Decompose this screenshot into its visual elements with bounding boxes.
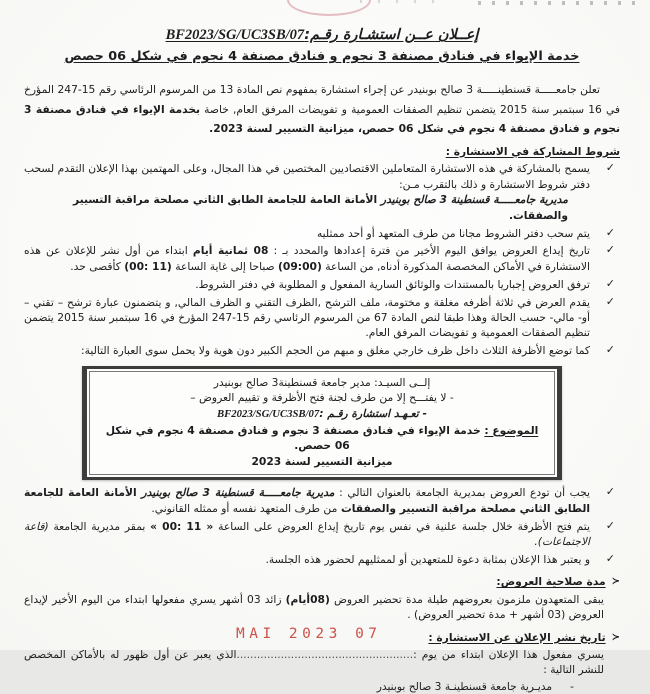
envelope-label-line (98, 390, 546, 406)
text-run: يقدم العرض في ثلاثة أظرفه مغلقة و مختومة، ملف الترشح ,الظرف التقني و الظرف المالي, و يتضمنون عبارة ترشح – تقني – أو- مالي- حسب الحالة وهذا طبقا لنص المادة 67 من المرسوم الرئاسي رقم 15-247 المؤرخ في 16 سبتمبر سنة 2015 يتضمن تنظيم الصفقات العمومية و تفويضات المرفق العام. (24, 295, 590, 340)
text-run: يسري مفعول هذا الإعلان ابتداء من يوم : (413, 648, 604, 661)
checkmark-icon: ✓ (605, 485, 615, 499)
participation-conditions-list (24, 161, 620, 358)
condition-text (24, 277, 590, 292)
text-run: يسمح بالمشاركة في هذه الاستشارة المتعاملين الاقتصاديين المختصين في هذا المجال، وعلى المهتمين بهذا الإعلان التقدم لسحب دفتر شروط الاستشارة و ذلك بالتقرب مـن: (24, 162, 590, 191)
text-run: مديرية جامعـــــة قسنطينة 3 صالح بوبنيدر (136, 486, 335, 500)
text-run: .................................................... (236, 648, 414, 661)
condition-list-item (24, 485, 620, 516)
title-arabic: إعــلان عــن استشـارة رقـم: (304, 27, 479, 43)
text-run: كما توضع الأظرفة الثلاث داخل ظرف خارجي مغلق و مبهم من الحجم الكبير دون هوية ولا يحمل سوى العبارة التالية: (81, 344, 590, 358)
condition-text (24, 243, 590, 274)
checkmark-icon: ✓ (605, 243, 615, 257)
condition-list-item (24, 552, 620, 567)
text-run: - لا يفتـــح إلا من طرف لجنة فتح الأظرفة و تقييم العروض – (190, 391, 454, 405)
announcement-title (24, 26, 620, 44)
envelope-label-line (98, 406, 546, 423)
text-run: (08أيام) (285, 592, 330, 606)
text-run: - تعـهـد استشارة رقـم : (319, 406, 427, 420)
condition-text (24, 343, 590, 358)
text-run: 08 ثمانية أيام (192, 244, 269, 258)
text-run: بخدمة الإيواء في فنادق مصنفة 3 نجوم و فنادق مصنفة 4 نجوم في شكل 06 حصص، ميزانية التسيير لسنة 2023. (24, 102, 620, 135)
text-run: تعلن جامعـــــة قسنطينـــــة 3 صالح بوبنيدر عن إجراء استشارة بمفهوم نص المادة 13 من المرسوم الرئاسي رقم 15-247 المؤرخ في 16 سبتمبر سنة 2015 يتضمن تنظيم الصفقات العمومية و تفويضات المرفق العام, خاصة (24, 83, 621, 116)
validity-paragraph (24, 592, 620, 623)
text-run: (09:00) (278, 259, 322, 273)
condition-list-item (24, 343, 620, 358)
text-run: و يعتبر هذا الإعلان بمثابة دعوة للمتعهدين أو لممثليهم لحضور هذه الجلسة. (265, 552, 590, 566)
condition-list-item (24, 519, 620, 550)
text-run: الطابق الثاني مصلحة (476, 501, 590, 515)
checkmark-icon: ✓ (605, 343, 615, 357)
text-run: صباحا إلى غاية الساعة (171, 259, 279, 273)
address-sub-line (24, 192, 590, 223)
text-run: تاريخ إيداع العروض يوافق اليوم الأخير من فترة إعدادها والمحدد بـ : (268, 244, 590, 258)
deposit-conditions-list (24, 485, 620, 567)
condition-list-item (24, 295, 620, 341)
participation-section-heading: شروط المشاركة في الاستشارة : (445, 144, 620, 158)
checkmark-icon: ✓ (605, 294, 615, 308)
announcement-subtitle: خدمة الإيواء في فنادق مصنفة 3 نجوم و فنادق مصنفة 4 نجوم في شكل 06 حصص (64, 49, 580, 64)
condition-text (24, 519, 590, 550)
text-run: BF2023/SG/UC3SB/07 (217, 407, 320, 420)
validity-section (24, 574, 620, 622)
condition-text (24, 485, 590, 516)
text-run: إلــى السيـد: مدير جامعة قسنطينة3 صالح بوبنيدر (213, 375, 431, 389)
text-run: ابتداء من أول نشر للإعلان عن هذه الاستشارة في الأماكن المخصصة المذكورة أدناه, من الساعة (24, 244, 590, 273)
condition-list-item (24, 226, 620, 241)
checkmark-icon: ✓ (605, 518, 615, 532)
consultation-reference: BF2023/SG/UC3SB/07 (165, 27, 305, 43)
text-run: من طرف المتعهد نفسه أو ممثله القانوني. (151, 501, 338, 515)
text-run: (قاعة الاجتماعات). (24, 519, 590, 549)
publication-heading: تاريخ نشر الإعلان عن الاستشارة : (428, 630, 606, 644)
text-run: زائد 03 أشهر يسري مفعولها ابتداء من اليوم الأخير لإيداع العروض (03 أشهر + مدة تحضير العروض) . (24, 592, 604, 622)
condition-list-item (24, 277, 620, 292)
envelope-label-line (98, 454, 546, 470)
condition-text (24, 295, 590, 341)
scan-artifact-marks (360, 0, 450, 3)
condition-text (24, 161, 590, 223)
condition-list-item (24, 161, 620, 223)
checkmark-icon: ✓ (605, 276, 615, 290)
publication-place: مديـرية جامعة قسنطينـة 3 صالح بوبنيدر (376, 679, 553, 693)
text-run: خدمة الإيواء في فنادق مصنفة 3 نجوم و فنادق مصنفة 4 نجوم في شكل 06 حصص. (105, 423, 485, 453)
text-run: يجب أن تودع العروض بمديرية الجامعة بالعنوان التالي : (334, 486, 590, 500)
red-date-stamp: 07 MAI 2023 (236, 625, 382, 642)
checkmark-icon: ✓ (605, 225, 615, 239)
validity-heading-row (24, 574, 620, 590)
envelope-label-line (98, 375, 546, 391)
checkmark-icon: ✓ (605, 551, 615, 565)
text-run: (00: 11) (124, 259, 172, 273)
publication-paragraph (24, 647, 620, 678)
text-run: الموضوع : (484, 423, 539, 437)
intro-paragraph (24, 80, 620, 139)
text-run: يتم فتح الأظرفة خلال جلسة علنية في نفس يوم تاريخ إيداع العروض على الساعة (213, 519, 590, 533)
text-run: مديرية جامعـــــة قسنطينة 3 صالح بوبنيدر (377, 193, 568, 207)
condition-list-item (24, 243, 620, 274)
text-run: مراقبة التسيير والصفقات (337, 501, 477, 515)
validity-heading: مدة صلاحية العروض: (496, 575, 606, 589)
condition-text (24, 226, 590, 241)
arrow-bullet-icon: ≺ (611, 631, 620, 643)
envelope-label-box (82, 366, 562, 481)
text-run: الذي يعبر عن أول ظهور له بالأماكن المخصص للنشر التالية : (24, 648, 604, 677)
text-run: بمقر مديرية الجامعة (48, 519, 151, 533)
text-run: يتم سحب دفتر الشروط مجانا من طرف المتعهد أو أحد ممثليه (316, 226, 590, 240)
condition-text (24, 552, 590, 567)
scan-artifact-marks (478, 1, 638, 5)
text-run: ميزانية التسيير لسنة 2023 (251, 454, 393, 468)
text-run: الأمانة العامة للجامعة (24, 486, 137, 500)
publication-place-line (24, 679, 620, 694)
checkmark-icon: ✓ (605, 161, 615, 175)
publication-section (24, 625, 620, 694)
arrow-bullet-icon: ≺ (611, 576, 620, 588)
text-run: كأقصى حد. (70, 259, 125, 273)
dash-bullet: - (570, 679, 574, 693)
envelope-label-line (98, 423, 546, 454)
text-run: « 00: 11 » (150, 519, 214, 533)
text-run: ترفق العروض إجباريا بالمستندات والوثائق السارية المفعول و المطلوبة في دفتر الشروط. (195, 277, 590, 291)
text-run: يبقى المتعهدون ملزمون بعروضهم طيلة مدة تحضير العروض (329, 592, 604, 606)
envelope-label-inner (89, 371, 555, 476)
text-run: الأمانة العامة للجامعة الطابق الثاني مصلحة مراقبة التسيير والصفقات. (72, 193, 568, 222)
